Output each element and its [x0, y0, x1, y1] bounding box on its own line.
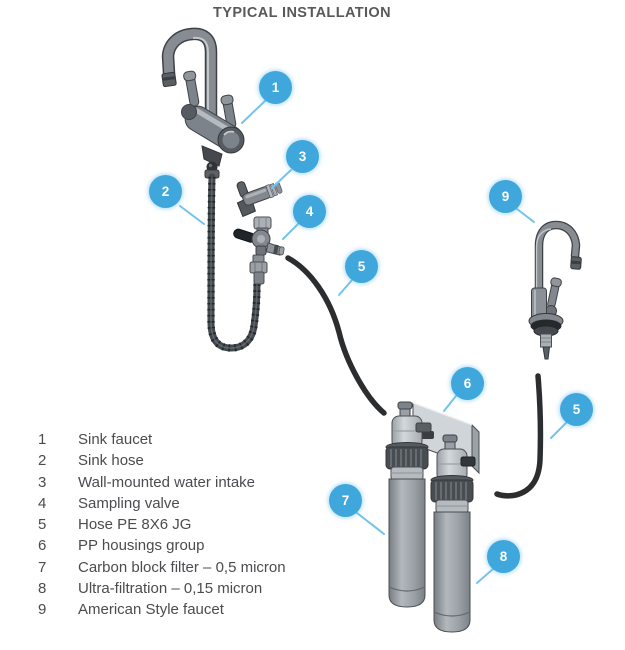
- legend-item-number: 6: [38, 537, 47, 555]
- legend-item: [38, 535, 286, 556]
- legend-item: [38, 578, 286, 599]
- legend-item: [38, 514, 286, 535]
- pe-hose-illustration: [288, 258, 384, 413]
- legend-item: [38, 472, 286, 493]
- parts-legend: [38, 429, 286, 621]
- legend-item-label: Sink faucet: [78, 431, 153, 448]
- legend-item-number: 4: [38, 494, 47, 512]
- callout-badge-4: 4: [293, 195, 326, 228]
- callout-badge-5b: 5: [560, 393, 593, 426]
- legend-item-number: 3: [38, 473, 47, 491]
- sink-faucet-illustration: [162, 34, 247, 178]
- callout-badge-9: 9: [489, 180, 522, 213]
- legend-item-label: Wall-mounted water intake: [78, 473, 256, 491]
- callout-badge-3: 3: [286, 140, 319, 173]
- diagram-title: TYPICAL INSTALLATION: [213, 5, 391, 21]
- legend-item-label: Sink hose: [78, 452, 144, 470]
- callout-badge-7: 7: [329, 484, 362, 517]
- pe-hose-right-illustration: [497, 376, 540, 496]
- carbon-filter-illustration: [386, 402, 434, 607]
- legend-item-number: 9: [38, 601, 47, 619]
- callout-badge-6: 6: [451, 367, 484, 400]
- sampling-valve-illustration: [233, 217, 285, 284]
- american-faucet-illustration: [529, 225, 581, 359]
- legend-item-label: Sampling valve: [78, 494, 180, 512]
- legend-item: [38, 599, 286, 620]
- legend-item: [38, 429, 286, 450]
- legend-item-number: 7: [38, 558, 47, 576]
- legend-item-label: Carbon block filter – 0,5 micron: [78, 558, 286, 576]
- legend-item-label: PP housings group: [78, 537, 205, 555]
- callout-badge-5: 5: [345, 250, 378, 283]
- legend-item: [38, 493, 286, 514]
- legend-item-number: 1: [38, 431, 47, 448]
- legend-item-number: 8: [38, 580, 47, 598]
- legend-item-label: Ultra-filtration – 0,15 micron: [78, 580, 263, 598]
- legend-item: [38, 450, 286, 471]
- callout-badge-2: 2: [149, 175, 182, 208]
- legend-item-label: Hose PE 8X6 JG: [78, 516, 192, 534]
- legend-item-label: American Style faucet: [78, 601, 224, 619]
- legend-item: [38, 557, 286, 578]
- ultrafiltration-filter-illustration: [431, 435, 475, 632]
- legend-item-number: 5: [38, 516, 47, 534]
- callout-badge-1: 1: [259, 71, 292, 104]
- callout-badge-8: 8: [487, 540, 520, 573]
- legend-item-number: 2: [38, 452, 47, 470]
